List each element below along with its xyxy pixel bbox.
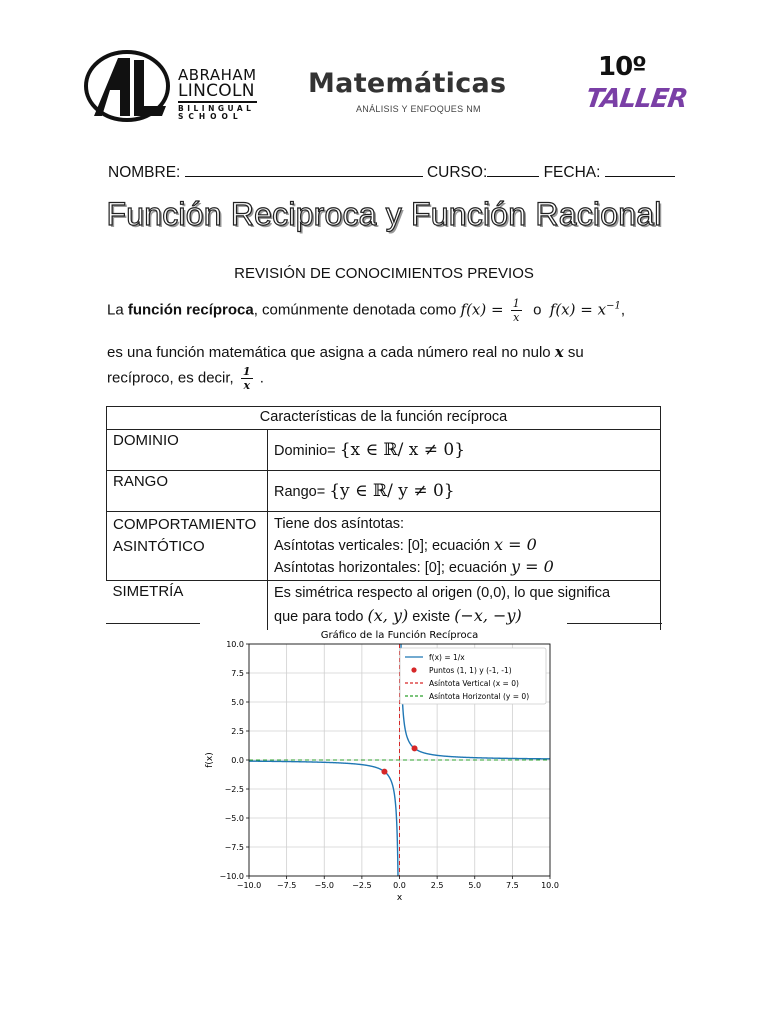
dominio-prefix: Dominio=	[274, 443, 336, 459]
asym-label-line2: ASINTÓTICO	[113, 537, 205, 555]
rango-math: {y ∈ ℝ/ y ≠ 0}	[329, 481, 455, 501]
fraction-denominator: x	[243, 379, 251, 392]
asym-horizontal-eq: y = 0	[510, 557, 554, 577]
sym-point: (x, y)	[367, 606, 409, 626]
intro-text: es una función matemática que asigna a cada número real no nulo	[107, 344, 555, 361]
intro-text: La	[107, 301, 128, 319]
y-tick-label: −7.5	[224, 843, 244, 852]
math-x: x	[554, 343, 564, 361]
x-tick-label: −5.0	[314, 881, 334, 890]
math-exponent: −1	[606, 300, 621, 312]
table-bottom-edge-left	[106, 623, 200, 624]
x-tick-label: 0.0	[393, 881, 406, 890]
x-tick-label: −7.5	[276, 881, 297, 890]
x-tick-label: −2.5	[352, 881, 372, 890]
characteristics-table	[106, 406, 661, 630]
or-word: o	[533, 301, 542, 319]
fraction-one-over-x	[511, 298, 522, 323]
intro-line-3	[107, 366, 264, 391]
asym-line1: Tiene dos asíntotas:	[274, 516, 405, 532]
name-blank[interactable]	[185, 162, 423, 177]
date-label: FECHA:	[543, 164, 601, 181]
row-label-rango: RANGO	[107, 471, 268, 512]
dominio-math: {x ∈ ℝ/ x ≠ 0}	[339, 440, 466, 460]
intro-comma: ,	[620, 301, 625, 319]
intro-line-1	[107, 298, 625, 323]
student-form-line	[108, 162, 675, 182]
x-tick-label: 10.0	[541, 881, 559, 890]
legend-label: Asíntota Horizontal (y = 0)	[429, 692, 530, 701]
fraction-one-over-x	[241, 366, 253, 391]
y-tick-label: −2.5	[224, 785, 244, 794]
grade-label: 10º	[598, 52, 646, 82]
y-tick-label: 5.0	[231, 698, 244, 707]
school-name-line1: ABRAHAM	[178, 66, 257, 84]
row-value-dominio	[268, 430, 661, 471]
row-value-rango	[268, 471, 661, 512]
taller-badge: TALLER	[583, 84, 689, 114]
math-fx-inverse: f(x) = x	[549, 300, 607, 319]
table-header: Características de la función recíproca	[107, 407, 661, 430]
data-point	[412, 745, 418, 751]
legend-label: Asíntota Vertical (x = 0)	[429, 679, 519, 688]
data-point	[381, 769, 387, 775]
subject-title: Matemáticas	[308, 68, 507, 99]
intro-text: su	[563, 344, 584, 361]
row-value-asintotico	[268, 512, 661, 581]
sym-line2-text: que para todo	[274, 609, 368, 626]
x-tick-label: 5.0	[468, 881, 482, 890]
legend-label: f(x) = 1/x	[429, 653, 465, 662]
fraction-numerator: 1	[512, 297, 520, 310]
sym-line2-text: existe	[408, 609, 455, 626]
y-tick-label: 7.5	[231, 669, 244, 678]
row-label-simetria: SIMETRÍA	[107, 581, 268, 631]
asym-vertical-eq: x = 0	[494, 535, 537, 554]
x-tick-label: 2.5	[430, 881, 444, 890]
worksheet-title: Función Reciproca y Función Racional	[106, 196, 662, 232]
date-blank[interactable]	[605, 162, 675, 177]
x-tick-label: −10.0	[236, 881, 262, 890]
x-tick-label: 7.5	[506, 881, 519, 890]
section-heading: REVISIÓN DE CONOCIMIENTOS PREVIOS	[234, 265, 534, 282]
name-label: NOMBRE:	[108, 164, 181, 181]
x-axis-label: x	[396, 893, 403, 903]
chart-title: Gráfico de la Función Recíproca	[320, 630, 479, 641]
y-tick-label: 10.0	[226, 640, 244, 649]
intro-period: .	[255, 369, 264, 387]
school-name-line4: SCHOOL	[178, 111, 243, 121]
school-logo	[84, 50, 170, 122]
subject-subtitle: ANÁLISIS Y ENFOQUES NM	[356, 104, 481, 114]
course-blank[interactable]	[487, 162, 539, 177]
intro-bold-term: función recíproca	[127, 301, 254, 319]
asym-label-line1: COMPORTAMIENTO	[113, 516, 257, 533]
fraction-numerator: 1	[242, 365, 251, 378]
row-label-asintotico	[107, 512, 268, 581]
y-tick-label: 0.0	[231, 756, 244, 765]
asym-line3: Asíntotas horizontales: [0]; ecuación	[274, 560, 511, 577]
y-tick-label: −10.0	[219, 872, 244, 881]
sym-line1: Es simétrica respecto al origen (0,0), lo que significa	[274, 585, 611, 602]
school-name-line2: LINCOLN	[178, 81, 255, 101]
intro-text: , comúnmente denotada como	[253, 301, 461, 319]
intro-text: recíproco, es decir,	[107, 369, 238, 387]
intro-line-2	[107, 343, 584, 362]
school-name	[178, 68, 257, 120]
course-label: CURSO:	[426, 164, 488, 181]
sym-opposite-point: (−x, −y)	[454, 606, 522, 626]
rango-prefix: Rango=	[274, 484, 326, 500]
school-name-line3: BILINGUAL	[178, 104, 255, 113]
legend-marker	[411, 667, 416, 672]
reciprocal-function-chart	[200, 626, 570, 906]
asym-line2: Asíntotas verticales: [0]; ecuación	[274, 538, 495, 554]
row-label-dominio: DOMINIO	[107, 430, 268, 471]
y-tick-label: 2.5	[231, 727, 244, 736]
y-tick-label: −5.0	[224, 814, 244, 823]
y-axis-label: f(x)	[205, 752, 215, 768]
fraction-denominator: x	[513, 311, 520, 324]
table-bottom-edge-right	[567, 623, 662, 624]
legend-label: Puntos (1, 1) y (-1, -1)	[429, 666, 512, 675]
math-fx: f(x) =	[460, 300, 504, 319]
